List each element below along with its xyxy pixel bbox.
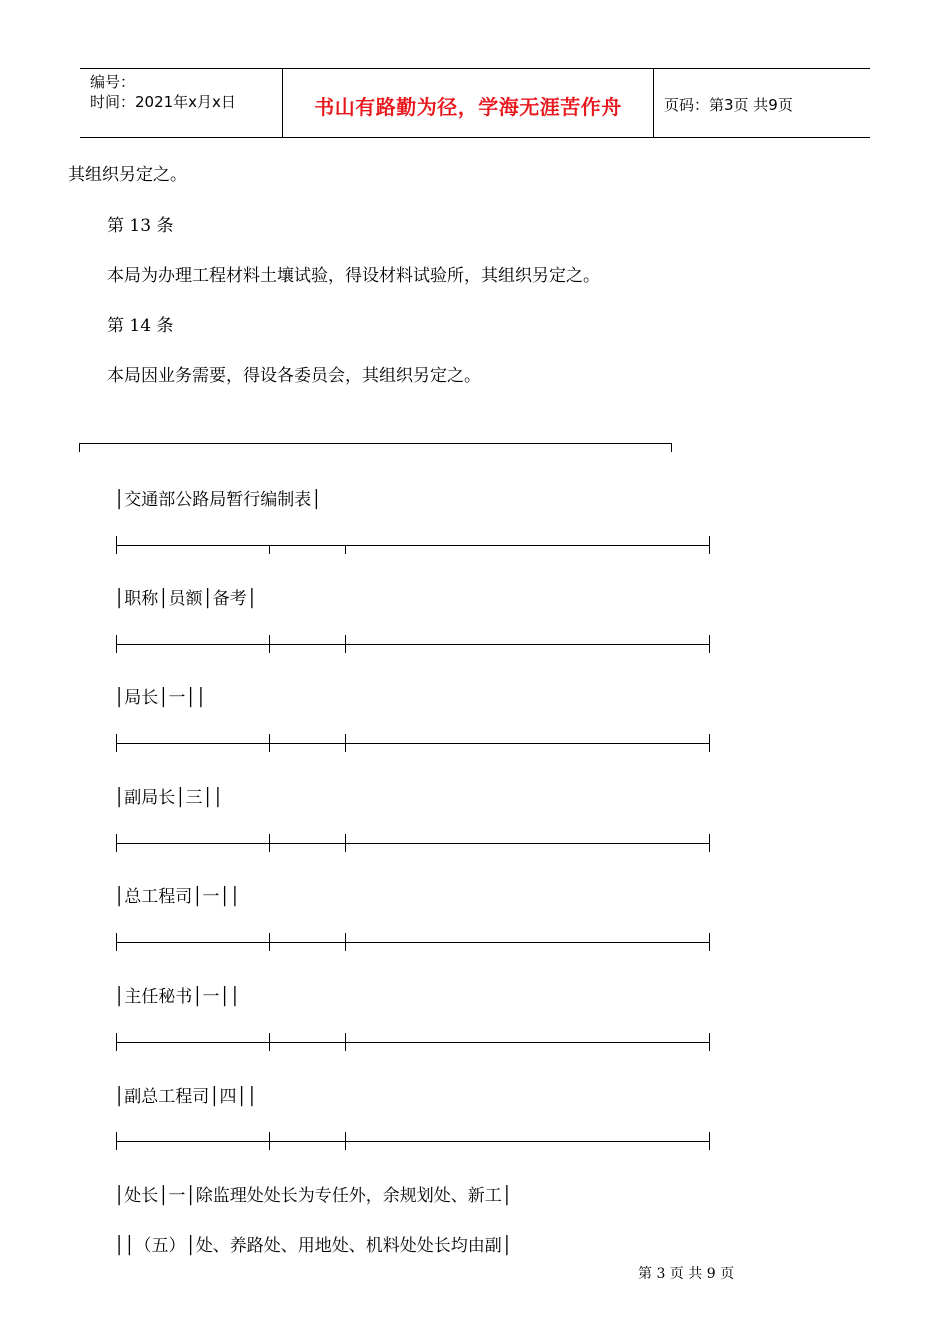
paragraph: 本局因业务需要，得设各委员会，其组织另定之。 (107, 366, 481, 386)
document-date: 时间：2021年x月x日 (90, 93, 236, 111)
page-footer: 第 3 页 共 9 页 (638, 1266, 735, 1282)
table-row: │总工程司│一││ (114, 887, 240, 907)
table-row: │处长│一│除监理处处长为专任外，余规划处、新工│ (114, 1186, 512, 1206)
article-heading: 第 13 条 (107, 216, 174, 236)
table-row: │职称│员额│备考│ (114, 589, 257, 609)
table-row: ││（五）│处、养路处、用地处、机料处处长均由副│ (114, 1236, 512, 1256)
paragraph: 其组织另定之。 (68, 165, 187, 185)
paragraph: 本局为办理工程材料土壤试验，得设材料试验所，其组织另定之。 (107, 266, 600, 286)
header-page-number: 页码：第3页 共9页 (664, 96, 793, 114)
table-row: │主任秘书│一││ (114, 987, 240, 1007)
header-page-cell (654, 69, 870, 137)
header-motto-cell (283, 69, 654, 137)
table-row: │副局长│三││ (114, 788, 223, 808)
header-meta-cell (80, 69, 283, 137)
table-row: │局长│一││ (114, 688, 206, 708)
article-heading: 第 14 条 (107, 316, 174, 336)
document-number: 编号： (90, 73, 136, 91)
header-motto: 书山有路勤为径，学海无涯苦作舟 (314, 95, 622, 119)
document-header (80, 68, 870, 138)
table-row: │副总工程司│四││ (114, 1087, 257, 1107)
table-title: │交通部公路局暂行编制表│ (114, 490, 322, 510)
